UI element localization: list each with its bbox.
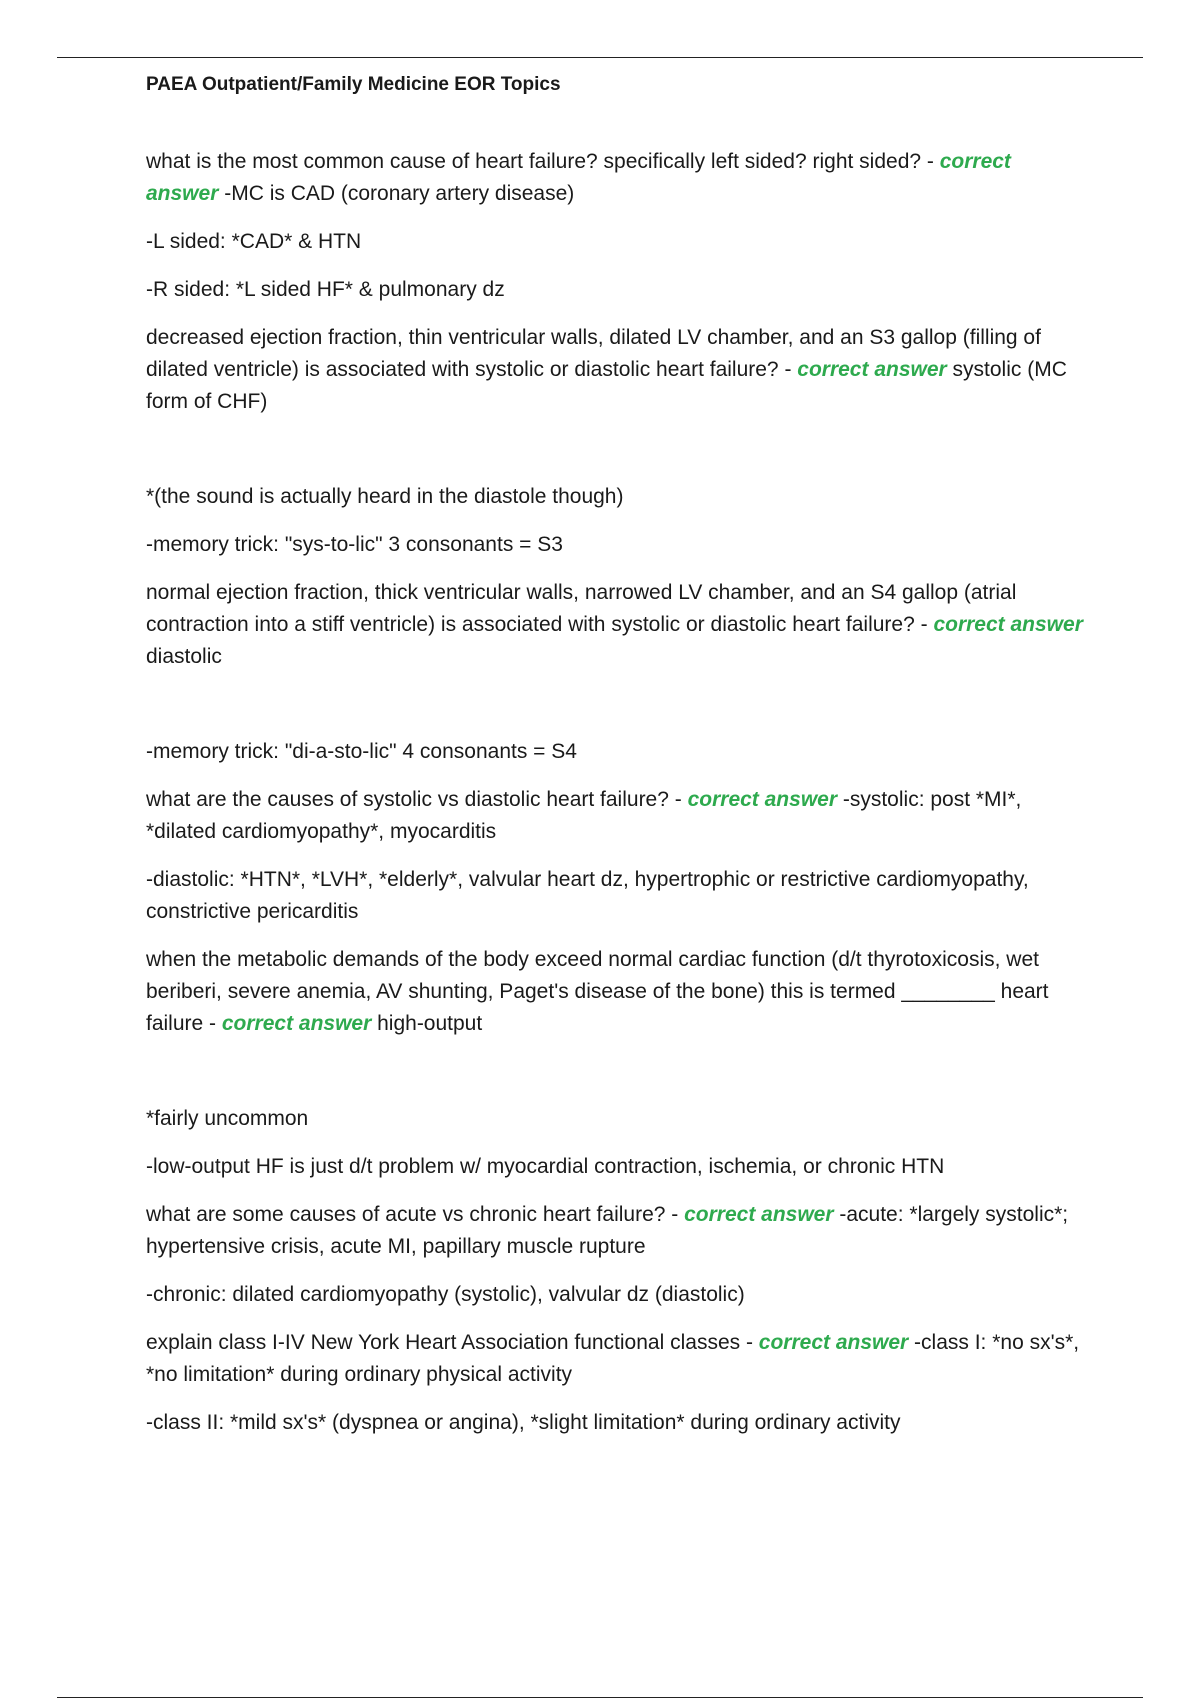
paragraph-text: -diastolic: *HTN*, *LVH*, *elderly*, valvular heart dz, hypertrophic or restrictive cardiomyopathy, constrictive pericarditis [146,868,1029,923]
paragraph [146,481,1086,513]
paragraph [146,226,1086,258]
paragraph-text: what is the most common cause of heart failure? specifically left sided? right sided? - [146,150,940,173]
correct-answer-label: correct answer [684,1203,834,1226]
paragraph-text: -chronic: dilated cardiomyopathy (systolic), valvular dz (diastolic) [146,1283,745,1306]
answer-text: -systolic: post *MI*, *dilated cardiomyopathy*, myocarditis [146,788,1022,843]
paragraph [146,529,1086,561]
paragraph-text: *fairly uncommon [146,1107,309,1130]
paragraph-text: -L sided: *CAD* & HTN [146,230,362,253]
paragraph-text: -class II: *mild sx's* (dyspnea or angina), *slight limitation* during ordinary activity [146,1411,901,1434]
correct-answer-label: correct answer [758,1331,909,1354]
paragraph [146,1279,1086,1311]
paragraph [146,1327,1086,1391]
paragraph-text: -low-output HF is just d/t problem w/ myocardial contraction, ischemia, or chronic HTN [146,1155,945,1178]
answer-text: -class I: *no sx's*, *no limitation* during ordinary physical activity [146,1331,1080,1386]
correct-answer-label: correct answer [146,150,1011,205]
paragraph-text: *(the sound is actually heard in the diastole though) [146,485,624,508]
paragraph [146,146,1086,210]
paragraph [146,784,1086,848]
answer-text: -MC is CAD (coronary artery disease) [218,182,575,205]
answer-text: high-output [371,1012,483,1035]
paragraph-text: -R sided: *L sided HF* & pulmonary dz [146,278,505,301]
paragraph-text: explain class I-IV New York Heart Association functional classes - [146,1331,759,1354]
correct-answer-label: correct answer [797,358,947,381]
paragraph-text: what are the causes of systolic vs diastolic heart failure? - [146,788,688,811]
paragraph-text: normal ejection fraction, thick ventricular walls, narrowed LV chamber, and an S4 gallop (atrial contraction into a stiff ventricle) is associated with systolic or diastolic heart failure? - [146,581,1017,636]
paragraph-text: -memory trick: "sys-to-lic" 3 consonants = S3 [146,533,563,556]
document-body [146,146,1086,1455]
paragraph-text: what are some causes of acute vs chronic heart failure? - [146,1203,685,1226]
answer-text: systolic (MC form of CHF) [146,358,1067,413]
paragraph [146,1103,1086,1135]
paragraph-text: -memory trick: "di-a-sto-lic" 4 consonants = S4 [146,740,577,763]
paragraph-text: when the metabolic demands of the body exceed normal cardiac function (d/t thyrotoxicosis, wet beriberi, severe anemia, AV shunting, Paget's disease of the bone) this is termed ________ heart failure - [146,948,1049,1035]
paragraph [146,322,1086,418]
paragraph [146,577,1086,673]
paragraph [146,274,1086,306]
paragraph [146,1199,1086,1263]
answer-text: -acute: *largely systolic*; hypertensive crisis, acute MI, papillary muscle rupture [146,1203,1069,1258]
page-header-title: PAEA Outpatient/Family Medicine EOR Topics [146,74,561,95]
header-rule [57,57,1143,58]
correct-answer-label: correct answer [933,613,1083,636]
footer-rule [57,1697,1143,1698]
correct-answer-label: correct answer [221,1012,372,1035]
paragraph [146,944,1086,1040]
paragraph [146,736,1086,768]
paragraph [146,1151,1086,1183]
paragraph [146,1407,1086,1439]
paragraph [146,864,1086,928]
paragraph-text: decreased ejection fraction, thin ventricular walls, dilated LV chamber, and an S3 gallop (filling of dilated ventricle) is associated with systolic or diastolic heart failure? - [146,326,1041,381]
answer-text: diastolic [146,645,222,668]
correct-answer-label: correct answer [687,788,838,811]
